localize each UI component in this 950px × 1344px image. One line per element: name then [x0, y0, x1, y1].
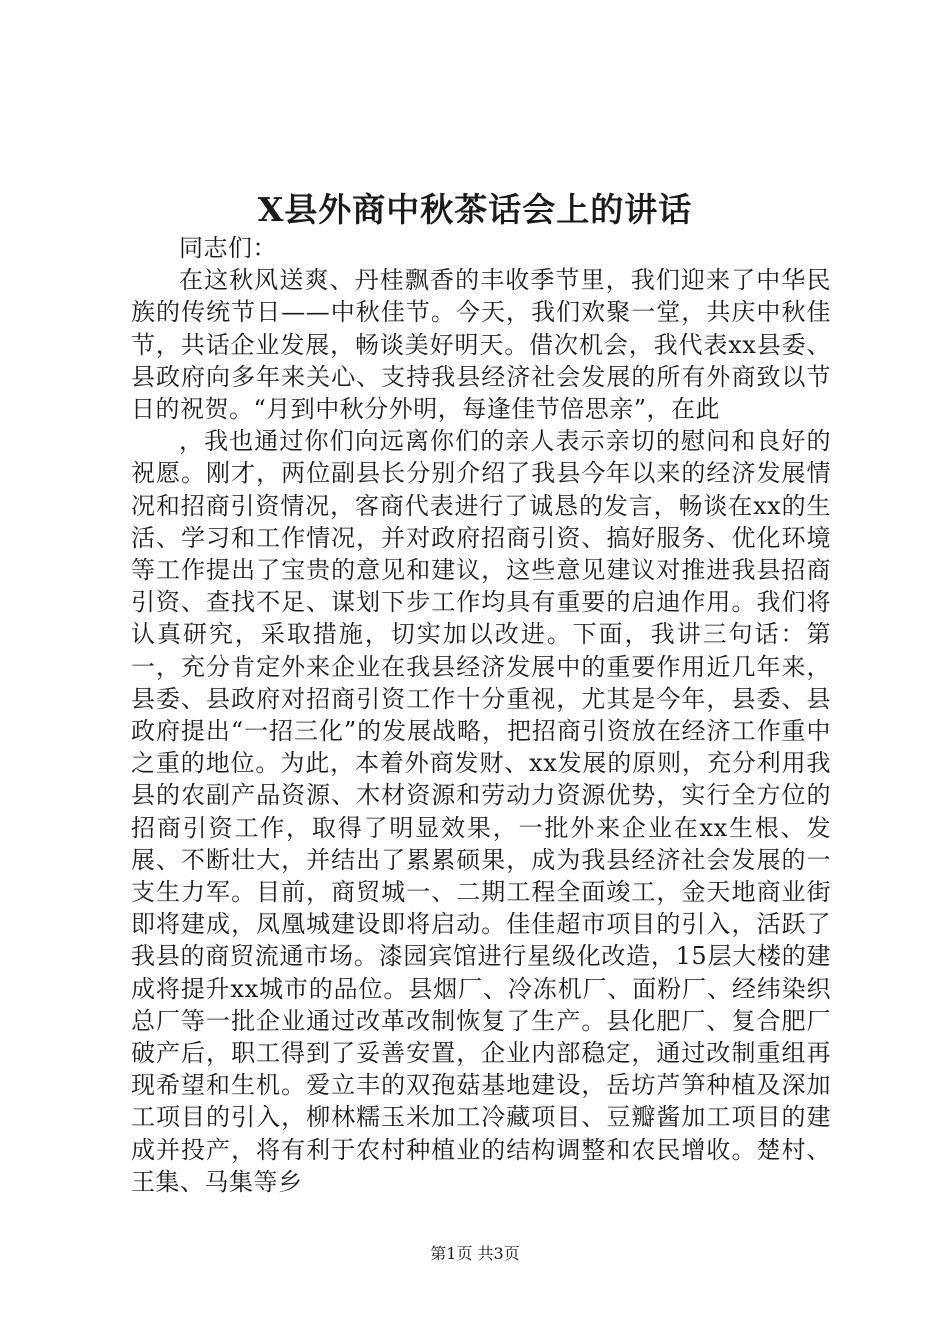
- salutation: 同志们：: [179, 234, 277, 262]
- paragraph-2: ，我也通过你们向远离你们的亲人表示亲切的慰问和良好的祝愿。刚才，两位副县长分别介绍了我县今年以来的经济发展情况和招商引资情况，客商代表进行了诚恳的发言，畅谈在xx的生活、学习和工作情况，并对政府招商引资、搞好服务、优化环境等工作提出了宝贵的意见和建议，这些意见建议对推进我县招商引资、查找不足、谋划下步工作均具有重要的启迪作用。我们将认真研究，采取措施，切实加以改进。下面，我讲三句话：第一，充分肯定外来企业在我县经济发展中的重要作用近几年来，县委、县政府对招商引资工作十分重视，尤其是今年，县委、县政府提出“一招三化”的发展战略，把招商引资放在经济工作重中之重的地位。为此，本着外商发财、xx发展的原则，充分利用我县的农副产品资源、木材资源和劳动力资源优势，实行全方位的招商引资工作，取得了明显效果，一批外来企业在xx生根、发展、不断壮大，并结出了累累硕果，成为我县经济社会发展的一支生力军。目前，商贸城一、二期工程全面竣工，金天地商业街即将建成，凤凰城建设即将启动。佳佳超市项目的引入，活跃了我县的商贸流通市场。漆园宾馆进行星级化改造，15层大楼的建成将提升xx城市的品位。县烟厂、冷冻机厂、面粉厂、经纬染织总厂等一批企业通过改革改制恢复了生产。县化肥厂、复合肥厂破产后，职工得到了妥善安置，企业内部稳定，通过改制重组再现希望和生机。爱立丰的双孢菇基地建设，岳坊芦笋种植及深加工项目的引入，柳林糯玉米加工冷藏项目、豆瓣酱加工项目的建成并投产，将有利于农村种植业的结构调整和农民增收。楚村、王集、马集等乡: [131, 427, 831, 1196]
- paragraph-1: 在这秋风送爽、丹桂飘香的丰收季节里，我们迎来了中华民族的传统节日——中秋佳节。今天，我们欢聚一堂，共庆中秋佳节，共话企业发展，畅谈美好明天。借次机会，我代表xx县委、县政府向多年来关心、支持我县经济社会发展的所有外商致以节日的祝贺。“月到中秋分外明，每逢佳节倍思亲”，在此: [131, 266, 831, 424]
- document-body: [131, 232, 831, 1198]
- document-title: X县外商中秋茶话会上的讲话: [257, 190, 693, 229]
- page-footer: 第1页 共3页: [430, 1244, 520, 1263]
